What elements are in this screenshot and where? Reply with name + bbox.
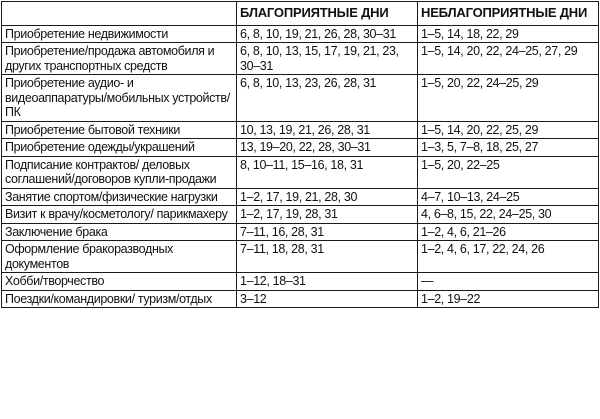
bad-days-cell: — bbox=[418, 273, 599, 291]
table-row bbox=[2, 75, 599, 122]
table-row bbox=[2, 121, 599, 139]
header-row bbox=[2, 2, 599, 26]
good-days-cell: 3–12 bbox=[237, 290, 418, 308]
good-days-cell: 6, 8, 10, 13, 15, 17, 19, 21, 23, 30–31 bbox=[237, 43, 418, 75]
activity-cell: Приобретение/продажа автомобиля и других транспортных средств bbox=[2, 43, 237, 75]
activity-cell: Приобретение аудио- и видеоаппаратуры/мобильных устройств/ПК bbox=[2, 75, 237, 122]
good-days-cell: 1–2, 17, 19, 21, 28, 30 bbox=[237, 188, 418, 206]
bad-days-cell: 4, 6–8, 15, 22, 24–25, 30 bbox=[418, 206, 599, 224]
bad-days-cell: 1–5, 14, 18, 22, 29 bbox=[418, 25, 599, 43]
activity-cell: Визит к врачу/косметологу/ парикмахеру bbox=[2, 206, 237, 224]
table-row bbox=[2, 206, 599, 224]
table-row bbox=[2, 25, 599, 43]
bad-days-cell: 1–5, 20, 22–25 bbox=[418, 156, 599, 188]
favorable-days-table bbox=[1, 1, 599, 308]
bad-days-cell: 1–5, 20, 22, 24–25, 29 bbox=[418, 75, 599, 122]
good-days-cell: 6, 8, 10, 19, 21, 26, 28, 30–31 bbox=[237, 25, 418, 43]
table-row bbox=[2, 223, 599, 241]
table-row bbox=[2, 241, 599, 273]
good-days-cell: 10, 13, 19, 21, 26, 28, 31 bbox=[237, 121, 418, 139]
header-activity bbox=[2, 2, 237, 26]
activity-cell: Заключение брака bbox=[2, 223, 237, 241]
activity-cell: Занятие спортом/физические нагрузки bbox=[2, 188, 237, 206]
good-days-cell: 7–11, 18, 28, 31 bbox=[237, 241, 418, 273]
good-days-cell: 1–2, 17, 19, 28, 31 bbox=[237, 206, 418, 224]
activity-cell: Приобретение недвижимости bbox=[2, 25, 237, 43]
bad-days-cell: 1–5, 14, 20, 22, 24–25, 27, 29 bbox=[418, 43, 599, 75]
activity-cell: Оформление бракоразводных документов bbox=[2, 241, 237, 273]
table-row bbox=[2, 188, 599, 206]
table-row bbox=[2, 43, 599, 75]
activity-cell: Хобби/творчество bbox=[2, 273, 237, 291]
good-days-cell: 1–12, 18–31 bbox=[237, 273, 418, 291]
bad-days-cell: 1–2, 4, 6, 21–26 bbox=[418, 223, 599, 241]
activity-cell: Подписание контрактов/ деловых соглашений/договоров купли-продажи bbox=[2, 156, 237, 188]
good-days-cell: 7–11, 16, 28, 31 bbox=[237, 223, 418, 241]
good-days-cell: 6, 8, 10, 13, 23, 26, 28, 31 bbox=[237, 75, 418, 122]
bad-days-cell: 4–7, 10–13, 24–25 bbox=[418, 188, 599, 206]
activity-cell: Приобретение одежды/украшений bbox=[2, 139, 237, 157]
bad-days-cell: 1–2, 19–22 bbox=[418, 290, 599, 308]
good-days-cell: 8, 10–11, 15–16, 18, 31 bbox=[237, 156, 418, 188]
activity-cell: Приобретение бытовой техники bbox=[2, 121, 237, 139]
header-good-days: БЛАГОПРИЯТНЫЕ ДНИ bbox=[237, 2, 418, 26]
header-bad-days: НЕБЛАГОПРИЯТНЫЕ ДНИ bbox=[418, 2, 599, 26]
bad-days-cell: 1–3, 5, 7–8, 18, 25, 27 bbox=[418, 139, 599, 157]
table-row bbox=[2, 139, 599, 157]
good-days-cell: 13, 19–20, 22, 28, 30–31 bbox=[237, 139, 418, 157]
table-row bbox=[2, 290, 599, 308]
bad-days-cell: 1–2, 4, 6, 17, 22, 24, 26 bbox=[418, 241, 599, 273]
table-row bbox=[2, 273, 599, 291]
activity-cell: Поездки/командировки/ туризм/отдых bbox=[2, 290, 237, 308]
bad-days-cell: 1–5, 14, 20, 22, 25, 29 bbox=[418, 121, 599, 139]
table-row bbox=[2, 156, 599, 188]
